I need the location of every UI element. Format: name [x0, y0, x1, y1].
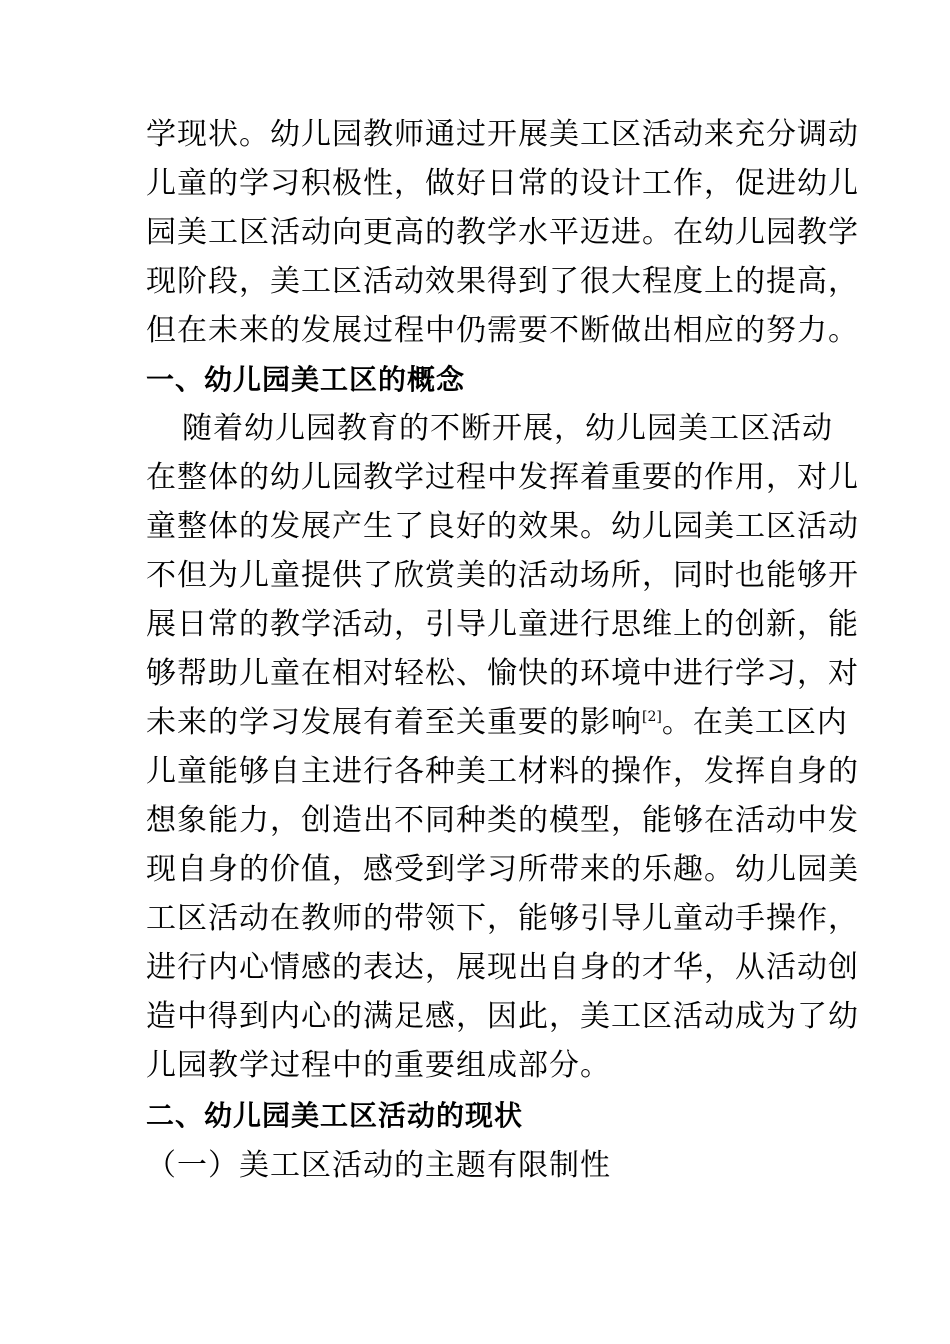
paragraph-2-line-10: 现自身的价值，感受到学习所带来的乐趣。幼儿园美	[146, 852, 859, 887]
paragraph-2-line-4: 不但为儿童提供了欣赏美的活动场所，同时也能够开	[146, 558, 859, 593]
paragraph-2-line-6: 够帮助儿童在相对轻松、愉快的环境中进行学习，对	[146, 656, 859, 691]
subsection-heading-1: （一）美工区活动的主题有限制性	[146, 1148, 611, 1183]
paragraph-1-line-3: 园美工区活动向更高的教学水平迈进。在幼儿园教学	[146, 215, 859, 250]
paragraph-2-line-8: 儿童能够自主进行各种美工材料的操作，发挥自身的	[146, 754, 859, 789]
line-text-before-citation: 未来的学习发展有着至关重要的影响	[146, 705, 642, 740]
paragraph-1-line-5: 但在未来的发展过程中仍需要不断做出相应的努力。	[146, 313, 859, 348]
paragraph-2-line-9: 想象能力，创造出不同种类的模型，能够在活动中发	[146, 803, 859, 838]
paragraph-2-line-1: 随着幼儿园教育的不断开展，幼儿园美工区活动	[182, 411, 833, 446]
paragraph-2-line-3: 童整体的发展产生了良好的效果。幼儿园美工区活动	[146, 509, 859, 544]
section-heading-1: 一、幼儿园美工区的概念	[146, 363, 466, 396]
paragraph-2-line-5: 展日常的教学活动，引导儿童进行思维上的创新，能	[146, 607, 859, 642]
section-heading-2: 二、幼儿园美工区活动的现状	[146, 1099, 524, 1132]
paragraph-2-line-14: 儿园教学过程中的重要组成部分。	[146, 1048, 611, 1083]
paragraph-2-line-13: 造中得到内心的满足感，因此，美工区活动成为了幼	[146, 999, 859, 1034]
line-text-after-citation: 。在美工区内	[661, 705, 848, 740]
paragraph-1-line-4: 现阶段，美工区活动效果得到了很大程度上的提高，	[146, 264, 859, 299]
paragraph-1-line-2: 儿童的学习积极性，做好日常的设计工作，促进幼儿	[146, 166, 859, 201]
citation-marker: [2]	[642, 709, 662, 725]
paragraph-2-line-11: 工区活动在教师的带领下，能够引导儿童动手操作，	[146, 901, 859, 936]
paragraph-2-line-2: 在整体的幼儿园教学过程中发挥着重要的作用，对儿	[146, 460, 859, 495]
paragraph-2-line-7	[146, 705, 848, 741]
paragraph-1-line-1: 学现状。幼儿园教师通过开展美工区活动来充分调动	[146, 117, 859, 152]
paragraph-2-line-12: 进行内心情感的表达，展现出自身的才华，从活动创	[146, 950, 859, 985]
